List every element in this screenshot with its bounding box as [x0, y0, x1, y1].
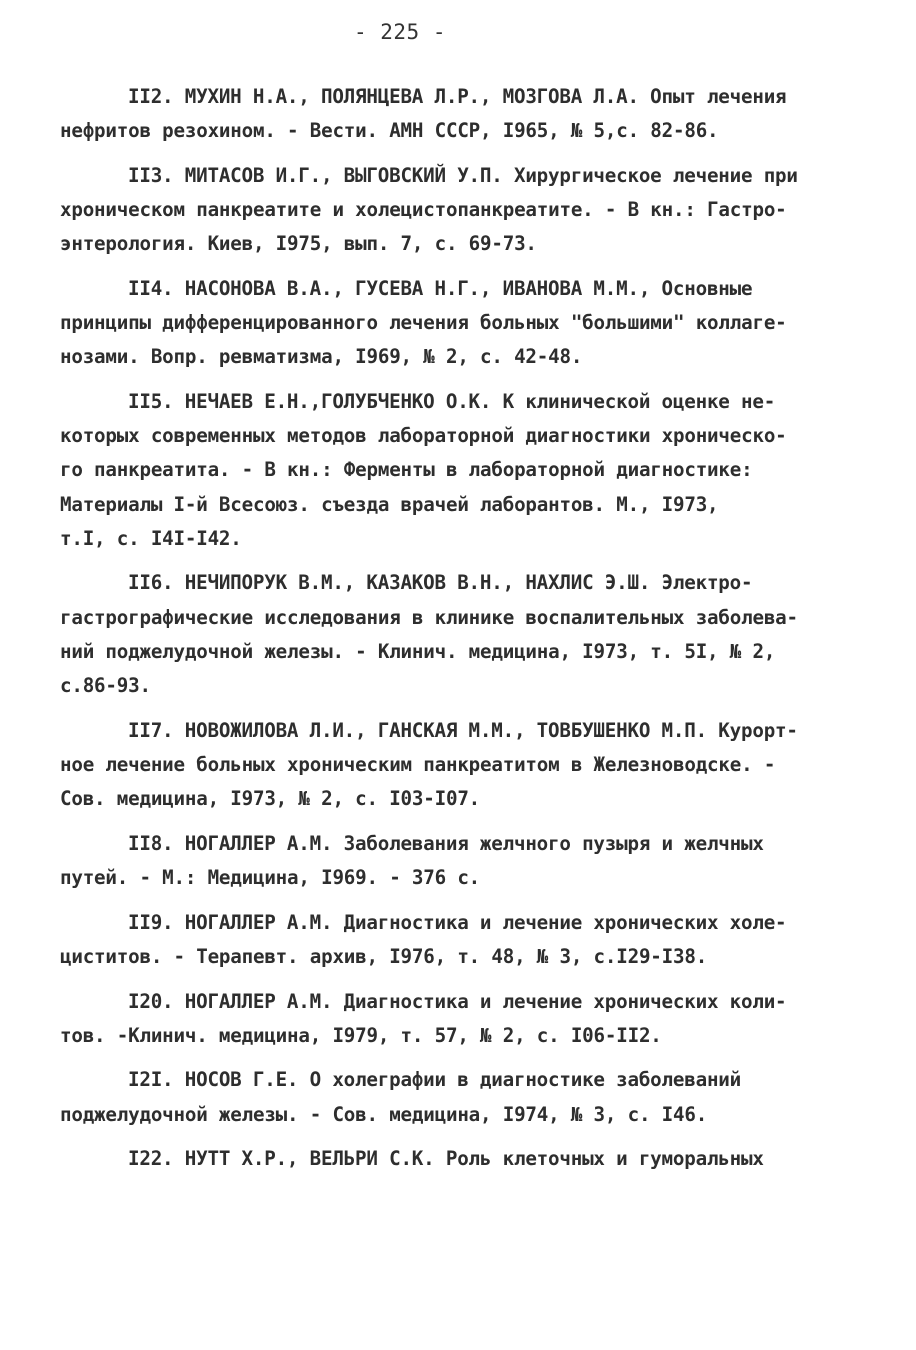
reference-line: которых современных методов лабораторной диагностики хроническо- [60, 424, 787, 448]
reference-entry-113 [60, 159, 860, 262]
reference-line: II2. МУХИН Н.А., ПОЛЯНЦЕВА Л.Р., МОЗГОВА Л.А. Опыт лечения [128, 85, 787, 108]
reference-line: I22. НУТТ Х.Р., ВЕЛЬРИ С.К. Роль клеточных и гуморальных [128, 1147, 764, 1171]
reference-entry-122 [60, 1142, 860, 1176]
reference-list [60, 80, 860, 1187]
reference-entry-112 [60, 80, 860, 148]
reference-line: I20. НОГАЛЛЕР А.М. Диагностика и лечение хронических коли- [128, 989, 787, 1013]
reference-line: го панкреатита. - В кн.: Ферменты в лабораторной диагностике: [60, 458, 753, 482]
reference-entry-118 [60, 827, 860, 895]
reference-line: нефритов резохином. - Вести. АМН СССР, I965, № 5,с. 82-86. [60, 119, 719, 143]
reference-line: II4. НАСОНОВА В.А., ГУСЕВА Н.Г., ИВАНОВА М.М., Основные [128, 276, 753, 300]
reference-entry-115 [60, 385, 860, 556]
reference-entry-116 [60, 566, 860, 703]
reference-entry-121 [60, 1063, 860, 1131]
reference-line: II3. МИТАСОВ И.Г., ВЫГОВСКИЙ У.П. Хирургическое лечение при [128, 163, 798, 187]
reference-line: II5. НЕЧАЕВ Е.Н.,ГОЛУБЧЕНКО О.К. К клинической оценке не- [128, 390, 776, 413]
reference-line: энтерология. Киев, I975, вып. 7, с. 69-73. [60, 232, 537, 256]
reference-line: гастрографические исследования в клинике воспалительных заболева- [60, 605, 798, 629]
reference-entry-114 [60, 272, 860, 375]
reference-line: II7. НОВОЖИЛОВА Л.И., ГАНСКАЯ М.М., ТОВБУШЕНКО М.П. Курорт- [128, 718, 798, 742]
reference-line: II6. НЕЧИПОРУК В.М., КАЗАКОВ В.Н., НАХЛИС Э.Ш. Электро- [128, 571, 753, 595]
page-number: - 225 - [353, 20, 446, 44]
reference-entry-119 [60, 906, 860, 974]
reference-entry-117 [60, 714, 860, 817]
reference-line: тов. -Клинич. медицина, I979, т. 57, № 2, с. I06-II2. [60, 1023, 662, 1047]
reference-line: принципы дифференцированного лечения больных "большими" коллаге- [60, 311, 787, 335]
reference-line: II9. НОГАЛЛЕР А.М. Диагностика и лечение хронических холе- [128, 910, 787, 934]
reference-line: I2I. НОСОВ Г.Е. О холеграфии в диагностике заболеваний [128, 1068, 742, 1092]
reference-line: нозами. Вопр. ревматизма, I969, № 2, с. 42-48. [60, 345, 583, 369]
reference-line: путей. - М.: Медицина, I969. - 376 с. [60, 865, 481, 889]
reference-line: II8. НОГАЛЛЕР А.М. Заболевания желчного пузыря и желчных [128, 831, 764, 855]
reference-entry-120 [60, 985, 860, 1053]
reference-line: т.I, с. I4I-I42. [60, 526, 242, 550]
reference-line: с.86-93. [60, 674, 151, 697]
reference-line: Материалы I-й Всесоюз. съезда врачей лаборантов. М., I973, [60, 492, 719, 516]
reference-line: хроническом панкреатите и холецистопанкреатите. - В кн.: Гастро- [60, 198, 787, 222]
reference-line: ний поджелудочной железы. - Клинич. медицина, I973, т. 5I, № 2, [60, 639, 776, 663]
reference-line: Сов. медицина, I973, № 2, с. I03-I07. [60, 787, 481, 811]
reference-line: циститов. - Терапевт. архив, I976, т. 48, № 3, с.I29-I38. [60, 944, 708, 968]
reference-line: поджелудочной железы. - Сов. медицина, I974, № 3, с. I46. [60, 1102, 708, 1126]
reference-line: ное лечение больных хроническим панкреатитом в Железноводске. - [60, 752, 776, 776]
